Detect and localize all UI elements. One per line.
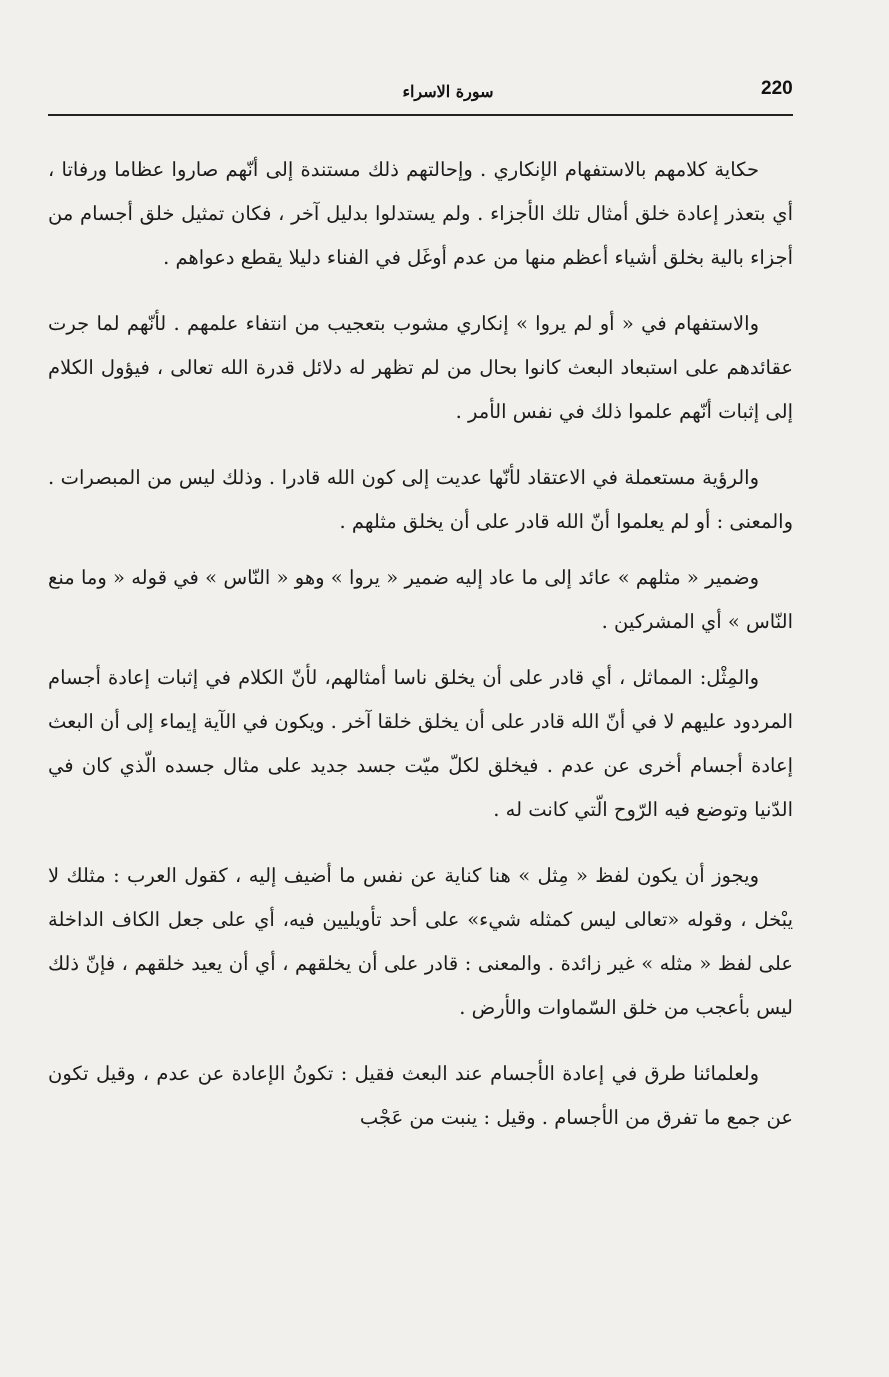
- page-body: [48, 148, 793, 1140]
- paragraph-2: والاستفهام في « أو لم يروا » إنكاري مشوب بتعجيب من انتفاء علمهم . لأنّهم لما جرت عقائدهم على استبعاد البعث كانوا بحال من لم تظهر له دلائل قدرة الله تعالى ، فيؤول الكلام إلى إثبات أنّهم علموا ذلك في نفس الأمر .: [48, 312, 793, 423]
- paragraph-4: وضمير « مثلهم » عائد إلى ما عاد إليه ضمير « يروا » وهو « النّاس » في قوله « وما منع النّاس » أي المشركين .: [48, 566, 793, 633]
- page-header: [48, 70, 793, 116]
- paragraph-1: حكاية كلامهم بالاستفهام الإنكاري . وإحالتهم ذلك مستندة إلى أنّهم صاروا عظاما ورفاتا ، أي بتعذر إعادة خلق أمثال تلك الأجزاء . ولم يستدلوا بدليل آخر ، فكان تمثيل خلق أجسام من أجزاء بالية بخلق أشياء أعظم منها من عدم أوغَل في الفناء دليلا يقطع دعواهم .: [48, 158, 793, 269]
- paragraph-5: والمِثْل: المماثل ، أي قادر على أن يخلق ناسا أمثالهم، لأنّ الكلام في إثبات إعادة أجسام المردود عليهم لا في أنّ الله قادر على أن يخلق خلقا آخر . ويكون في الآية إيماء إلى أن البعث إعادة أجسام أخرى عن عدم . فيخلق لكلّ ميّت جسد جديد على مثال جسده الّذي كان في الدّنيا وتوضع فيه الرّوح الّتي كانت له .: [48, 666, 793, 821]
- paragraph-3: والرؤية مستعملة في الاعتقاد لأنّها عديت إلى كون الله قادرا . وذلك ليس من المبصرات . والمعنى : أو لم يعلموا أنّ الله قادر على أن يخلق مثلهم .: [48, 466, 793, 533]
- page-number: 220: [761, 78, 793, 99]
- paragraph-7: ولعلمائنا طرق في إعادة الأجسام عند البعث فقيل : تكونُ الإعادة عن عدم ، وقيل تكون عن جمع ما تفرق من الأجسام . وقيل : ينبت من عَجْب: [48, 1062, 793, 1129]
- paragraph-6: ويجوز أن يكون لفظ « مِثل » هنا كناية عن نفس ما أضيف إليه ، كقول العرب : مثلك لا يبْخل ، وقوله «تعالى ليس كمثله شيء» على أحد تأويليين فيه، أي على جعل الكاف الداخلة على لفظ « مثله » غير زائدة . والمعنى : قادر على أن يخلقهم ، أي أن يعيد خلقهم ، فإنّ ذلك ليس بأعجب من خلق السّماوات والأرض .: [48, 864, 793, 1019]
- header-rule: [48, 114, 793, 116]
- running-title: سورة الاسراء: [402, 82, 494, 101]
